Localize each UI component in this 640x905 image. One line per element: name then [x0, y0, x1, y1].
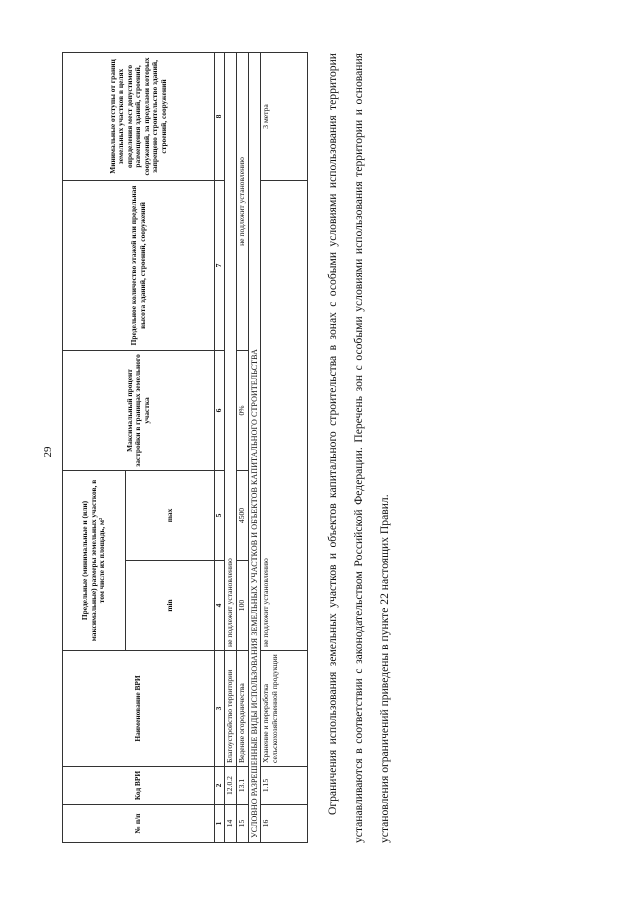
col-number: 6	[215, 350, 225, 470]
row-setback: 3 метра	[261, 52, 308, 180]
col-number: 2	[215, 767, 225, 805]
restrictions-paragraph	[320, 53, 398, 843]
col-number: 5	[215, 470, 225, 560]
paragraph-text: Ограничения использования земельных участков и объектов капитального строительства в зонах с особыми условиями использования территории устанавливаются в соответствии с законодательством Российской Федерации. Перечень зон с особыми условиями использования территории и основания установления ограничений приведены в пункте 22 настоящих Правил.	[326, 53, 392, 843]
row-percent: 0%	[237, 350, 249, 470]
header-min: min	[126, 561, 215, 651]
row-merged-value: не подлежит установлению	[225, 52, 237, 650]
row-code: 1.15	[261, 767, 308, 805]
row-name: Ведение огородничества	[237, 651, 249, 767]
row-min: 100	[237, 561, 249, 651]
page-number: 29	[42, 446, 54, 458]
header-floors: Предельное количество этажей или предельная высота зданий, строений, сооружений	[63, 180, 215, 350]
rotated-page-content	[62, 53, 417, 843]
col-number: 4	[215, 561, 225, 651]
row-name: Благоустройство территории	[225, 651, 237, 767]
header-num: № п/п	[63, 805, 215, 843]
row-max: 4500	[237, 470, 249, 560]
header-code: Код ВРИ	[63, 767, 215, 805]
row-num: 16	[261, 805, 308, 843]
col-number: 1	[215, 805, 225, 843]
section-row	[249, 52, 261, 842]
col-number: 8	[215, 52, 225, 180]
zoning-parameters-table	[62, 52, 308, 843]
row-merged-value: не подлежит установлению	[261, 180, 308, 650]
row-num: 15	[237, 805, 249, 843]
header-setback: Минимальные отступы от границ земельных участков в целях определения мест допустимого размещения зданий, строений, сооружений, за пределами которых запрещено строительство зданий, строений, сооружений	[63, 52, 215, 180]
table-row	[237, 52, 249, 842]
header-name: Наименование ВРИ	[63, 651, 215, 767]
row-floors: не подлежит установлению	[237, 52, 249, 350]
column-number-row	[215, 52, 225, 842]
col-number: 7	[215, 180, 225, 350]
header-percent: Максимальный процент застройки в границах земельного участка	[63, 350, 215, 470]
table-row	[225, 52, 237, 842]
row-code: 12.0.2	[225, 767, 237, 805]
header-limits: Предельные (минимальные и (или) максимальные) размеры земельных участков, в том числе их площадь, м²	[63, 470, 126, 650]
row-code: 13.1	[237, 767, 249, 805]
col-number: 3	[215, 651, 225, 767]
section-title: УСЛОВНО РАЗРЕШЕННЫЕ ВИДЫ ИСПОЛЬЗОВАНИЯ ЗЕМЕЛЬНЫХ УЧАСТКОВ И ОБЪЕКТОВ КАПИТАЛЬНОГО СТРОИТЕЛЬСТВА	[249, 52, 261, 842]
row-num: 14	[225, 805, 237, 843]
row-name: Хранение и переработка сельскохозяйственной продукции	[261, 651, 308, 767]
header-max: max	[126, 470, 215, 560]
table-row	[261, 52, 308, 842]
